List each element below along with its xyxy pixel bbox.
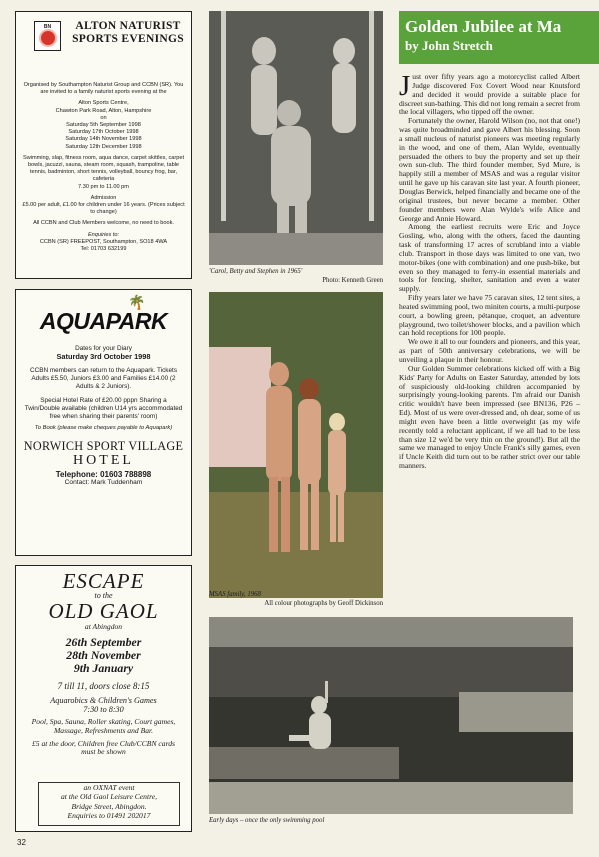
- ad-alton-date: Saturday 17th October 1998: [68, 129, 139, 136]
- photo-2-caption: MSAS family, 1968: [209, 591, 261, 598]
- oxnat-line: at the Old Gaol Leisure Centre,: [60, 792, 158, 802]
- ad-alton-admission: £5.00 per adult, £1.00 for children under 16 years. (Prices subject to change): [22, 202, 185, 216]
- aquapark-body-1: CCBN members can return to the Aquapark. Tickets Adults £5.50, Juniors £3.00 and Families £14.00 (2 Adults & 2 Juniors).: [29, 367, 178, 390]
- ad-alton-date: Saturday 12th December 1998: [65, 143, 142, 150]
- ad-alton-intro: Organised by Southampton Naturist Group and CCBN (SR). You are invited to a family naturist sports evening at the: [23, 82, 184, 96]
- aquapark-dates-title: Dates for your Diary: [75, 345, 132, 352]
- hotel-telephone: Telephone: 01603 788898: [55, 470, 152, 479]
- oxnat-intro: an OXNAT event: [83, 783, 135, 792]
- gaol-games-time: 7:30 to 8:30: [83, 705, 124, 715]
- gaol-date: 9th January: [73, 661, 134, 675]
- gaol-facilities: Pool, Spa, Sauna, Roller skating, Court games, Massage, Refreshments and Bar.: [31, 717, 176, 735]
- ad-alton-activities: Swimming, slap, fitness room, aqua dance, carpet skittles, carpet bowls, jacuzzi, sauna, steam room, squash, trampoline, table tennis, badminton, short tennis, volleyball, bouncy frog, bar, cafeteria: [22, 154, 185, 183]
- gaol-time: 7 till 11, doors close 8:15: [57, 681, 150, 691]
- ad-alton-title: ALTON NATURIST SPORTS EVENINGS: [72, 20, 184, 45]
- ad-alton-enquiries-address: CCBN (SR) FREEPOST, Southampton, SO18 4WA: [39, 238, 168, 245]
- hotel-word: HOTEL: [73, 453, 134, 468]
- hotel-name: NORWICH SPORT VILLAGE: [23, 439, 184, 453]
- photo-msas-family-1968: [209, 292, 383, 598]
- gaol-at: at Abingdon: [84, 622, 123, 631]
- article-paragraph: Our Golden Summer celebrations kicked off with a Big Kids' Party for Adults on Easter Saturday, attended by lots of suspiciously old-looking children accompanied by surprisingly young-looking parents. I'm afraid our Danish critic wouldn't have been impressed (see BN136, P26 – Ed). Most of us were over-dressed and, oh dear, some of us might even have been a little overweight (as my wife recently told a reluctant applicant, if we all had to be less than size 12 we'd be very thin on the ground!). But all the same we managed to enjoy Uncle Frank's silly games, even if Uncle Keith did turn out to be rather strict over our table manners.: [399, 363, 580, 471]
- page-number: 32: [17, 838, 26, 847]
- ad-alton-date: Saturday 5th September 1998: [66, 122, 141, 129]
- article-paragraph: Among the earliest recruits were Eric and Joyce Gosling, who, along with the others, faced the daunting task of transforming 17 acres of scrubland into a viable club. Transport in those days was limited to one van, two motor-bikes (one with combination) and one push-bike, but even so they managed to ferry-in essential materials and tools for fencing, shelter, sanitation and even a water supply.: [399, 222, 580, 294]
- hotel-contact: Contact: Mark Tuddenham: [64, 479, 143, 486]
- palm-tree-icon: 🌴: [128, 296, 146, 311]
- aquapark-book-note: To Book (please make cheques payable to Aquapark): [34, 425, 173, 431]
- photo-early-pool: [209, 617, 573, 814]
- oxnat-line: Bridge Street, Abingdon.: [71, 801, 147, 811]
- photo-pool-illustration: [209, 617, 573, 814]
- ad-alton-venue-line: on: [100, 114, 107, 121]
- photo-1-caption: 'Carol, Betty and Stephen in 1965': [209, 268, 303, 275]
- gaol-games: Aquarobics & Children's Games: [50, 696, 157, 705]
- photo-1965-swings: [209, 11, 383, 265]
- gaol-date: 28th November: [66, 648, 141, 662]
- photo-1968-illustration: [209, 292, 383, 598]
- aquapark-date: Saturday 3rd October 1998: [56, 352, 151, 361]
- gaol-price: £5 at the door, Children free Club/CCBN cards must be shown: [31, 738, 175, 757]
- ad-alton-enquiries-title: Enquiries to:: [87, 231, 120, 238]
- article-paragraph: Fifty years later we have 75 caravan sites, 12 tent sites, a heated swimming pool, two miniten courts, a multi-purpose court, a bowling green, pétanque, croquet, an adventure playground, two toilet/shower blocks, and a pavilion which can hold receptions for 100 people.: [399, 293, 580, 338]
- article-title: Golden Jubilee at Ma: [405, 17, 562, 36]
- photo-2-credit: All colour photographs by Geoff Dickinson: [264, 600, 383, 607]
- article-paragraph: Just over fifty years ago a motorcyclist called Albert Judge discovered Fox Covert Wood near Knutsford and decided it would provide a suitable place for discreet sun-bathing. This did not long remain a secret from the local villagers, who tipped off the owner.: [399, 70, 580, 117]
- bn-logo: [34, 21, 61, 51]
- ad-alton-admission-title: Admission: [90, 194, 117, 201]
- article-banner: [399, 11, 599, 64]
- oxnat-line: Enquiries to 01491 202017: [67, 811, 151, 821]
- ad-alton-venue-line: Chawton Park Road, Alton, Hampshire: [55, 107, 152, 114]
- oxnat-box: [38, 782, 180, 826]
- gaol-to-the: to the: [94, 591, 113, 600]
- gaol-headline-2: OLD GAOL: [48, 599, 159, 623]
- bn-logo-text: BN: [43, 24, 52, 30]
- photo-1-credit: Photo: Kenneth Green: [322, 277, 383, 284]
- ad-aquapark: [15, 289, 192, 556]
- ad-alton-welcome: All CCBN and Club Members welcome, no need to book.: [33, 220, 174, 227]
- gaol-date: 26th September: [65, 635, 142, 649]
- ad-alton-time: 7.30 pm to 11.00 pm: [78, 183, 129, 190]
- ad-old-gaol: [15, 565, 192, 832]
- gaol-headline-1: ESCAPE: [62, 569, 145, 593]
- article-paragraph: Fortunately the owner, Harold Wilson (no, not that one!) was quite broadminded and gave Albert his blessing. Soon a small nucleus of naturist pioneers was meeting regularly in the wood, and one of them, Alan Wylde, eventually persuaded the others to buy the property and set up their own sun-club. The third founder member, Syd Mure, is happily still a member of MSAS and was a regular visitor until he gave up his caravan site last year. A fourth pioneer, Douglas Berwick, helped financially and became one of the original trustees, but never became a member. Other founder members were Alan Wylde's wife Alice and George and Annie Howard.: [399, 116, 580, 223]
- article-body: [399, 70, 580, 471]
- drop-cap: J: [399, 70, 411, 102]
- sun-icon: [41, 31, 55, 45]
- ad-alton-enquiries-tel: Tel: 01703 632199: [80, 246, 127, 253]
- ad-alton-date: Saturday 14th November 1998: [65, 136, 142, 143]
- ad-alton-sports-evenings: [15, 11, 192, 279]
- photo-3-caption: Early days – once the only swimming pool: [209, 817, 325, 824]
- article-byline: by John Stretch: [405, 38, 493, 53]
- aquapark-logo: AQUAPARK: [39, 308, 168, 334]
- article-paragraph: We owe it all to our founders and pioneers, and this year, as part of 50th anniversary celebrations, we will be unveiling a plaque in their honour.: [399, 337, 580, 364]
- ad-alton-venue-line: Alton Sports Centre,: [78, 100, 129, 107]
- aquapark-body-2: Special Hotel Rate of £20.00 pppn Sharing a Twin/Double available (children U14 yrs accommodated free when sharing their parents' room): [24, 397, 183, 420]
- photo-1965-illustration: [209, 11, 383, 265]
